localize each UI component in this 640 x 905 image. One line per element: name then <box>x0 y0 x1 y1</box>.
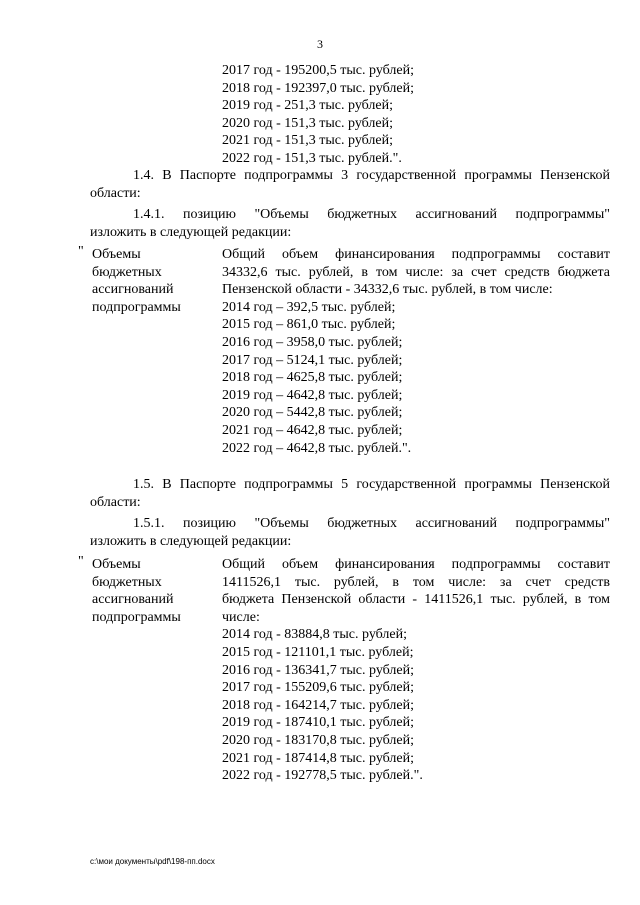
section-1-4 <box>90 167 610 241</box>
list-item: 2015 год - 121101,1 тыс. рублей; <box>222 644 414 660</box>
list-item: 2016 год - 136341,7 тыс. рублей; <box>222 662 415 678</box>
list-item: 2019 год – 4642,8 тыс. рублей; <box>222 387 403 403</box>
label-line: Объемы <box>92 557 141 572</box>
paragraph-line: изложить в следующей редакции: <box>90 533 292 549</box>
desc-line: 34332,6 тыс. рублей, в том числе: за счет средств бюджета <box>222 264 610 280</box>
list-item: 2020 год - 151,3 тыс. рублей; <box>222 115 394 131</box>
label-line: бюджетных <box>92 264 162 280</box>
paragraph-line: 1.4.1. позицию "Объемы бюджетных ассигнований подпрограммы" <box>133 207 610 223</box>
page-number: 3 <box>317 37 323 51</box>
paragraph-line: 1.5. В Паспорте подпрограммы 5 государственной программы Пензенской <box>133 477 610 492</box>
label-line: Объемы <box>92 247 141 262</box>
list-item: 2014 год - 83884,8 тыс. рублей; <box>222 627 408 643</box>
desc-line: Общий объем финансирования подпрограммы составит <box>222 557 610 572</box>
list-item: 2021 год - 187414,8 тыс. рублей; <box>222 750 415 766</box>
list-item: 2022 год – 4642,8 тыс. рублей.". <box>222 440 412 456</box>
list-item: 2018 год - 192397,0 тыс. рублей; <box>222 80 415 96</box>
list-item: 2019 год - 187410,1 тыс. рублей; <box>222 715 415 731</box>
list-item: 2017 год – 5124,1 тыс. рублей; <box>222 352 403 368</box>
paragraph-line: области: <box>90 494 141 510</box>
label-line: подпрограммы <box>92 609 181 625</box>
list-item: 2017 год - 195200,5 тыс. рублей; <box>222 63 415 78</box>
list-item: 2017 год - 155209,6 тыс. рублей; <box>222 680 415 696</box>
list-item: 2022 год - 192778,5 тыс. рублей.". <box>222 768 423 784</box>
desc-line: 1411526,1 тыс. рублей, в том числе: за счет средств <box>222 574 610 590</box>
list-item: 2020 год - 183170,8 тыс. рублей; <box>222 732 415 748</box>
desc-line: Общий объем финансирования подпрограммы составит <box>222 247 610 262</box>
list-item: 2014 год – 392,5 тыс. рублей; <box>222 299 396 315</box>
list-item: 2022 год - 151,3 тыс. рублей.". <box>222 150 402 166</box>
footer-file-path: c:\мои документы\pdf\198-пп.docx <box>90 857 215 866</box>
list-item: 2018 год – 4625,8 тыс. рублей; <box>222 370 403 386</box>
list-item: 2018 год - 164214,7 тыс. рублей; <box>222 697 415 713</box>
table-right-content <box>222 246 610 457</box>
top-year-list <box>222 62 414 168</box>
desc-line: Пензенской области - 34332,6 тыс. рублей, в том числе: <box>222 282 553 298</box>
paragraph-line: 1.5.1. позицию "Объемы бюджетных ассигнований подпрограммы" <box>133 516 610 532</box>
label-line: бюджетных <box>92 574 162 590</box>
list-item: 2015 год – 861,0 тыс. рублей; <box>222 317 396 333</box>
paragraph-line: 1.4. В Паспорте подпрограммы 3 государственной программы Пензенской <box>133 168 610 183</box>
section-1-5 <box>90 476 610 550</box>
desc-line: числе: <box>222 609 260 625</box>
table-left-label <box>92 556 212 626</box>
list-item: 2019 год - 251,3 тыс. рублей; <box>222 98 394 114</box>
label-line: ассигнований <box>92 282 174 298</box>
desc-line: бюджета Пензенской области - 1411526,1 тыс. рублей, в том <box>222 592 610 608</box>
list-item: 2020 год – 5442,8 тыс. рублей; <box>222 405 403 421</box>
paragraph-line: области: <box>90 185 141 201</box>
list-item: 2021 год - 151,3 тыс. рублей; <box>222 133 394 149</box>
paragraph-line: изложить в следующей редакции: <box>90 224 292 240</box>
table-right-content <box>222 556 610 785</box>
list-item: 2021 год – 4642,8 тыс. рублей; <box>222 422 403 438</box>
quote-mark: " <box>78 244 84 259</box>
label-line: ассигнований <box>92 592 174 608</box>
quote-mark: " <box>78 554 84 569</box>
list-item: 2016 год – 3958,0 тыс. рублей; <box>222 334 403 350</box>
table-left-label <box>92 246 212 316</box>
label-line: подпрограммы <box>92 299 181 315</box>
